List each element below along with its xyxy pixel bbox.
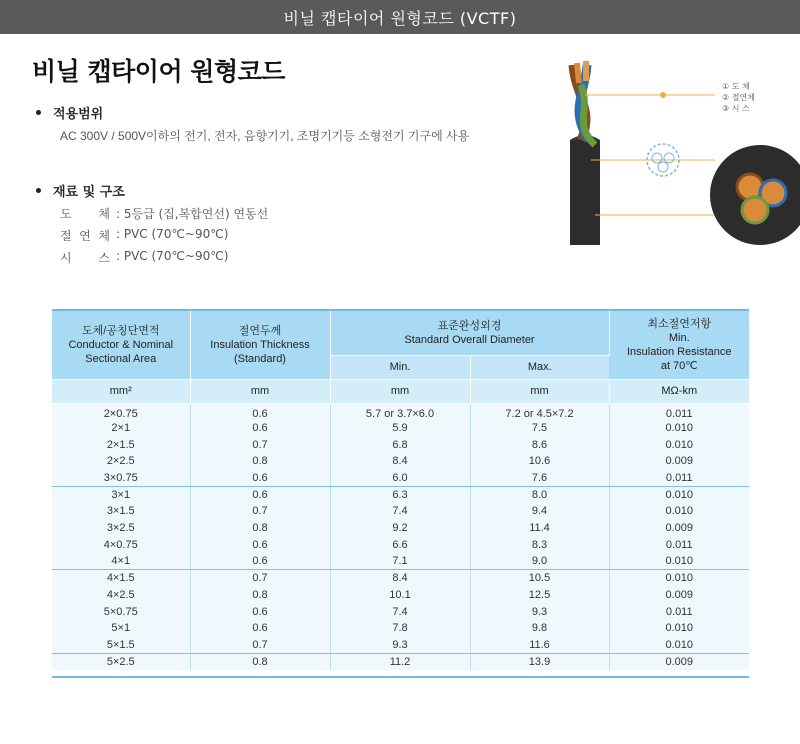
legend-conductor: ① 도 체 (722, 82, 750, 91)
table-cell: 9.2 (330, 520, 470, 537)
material-label (60, 205, 110, 222)
table-row (52, 470, 749, 487)
table-cell: 6.6 (330, 537, 470, 554)
material-label-char: 절 (60, 229, 72, 243)
table-cell: 2×0.75 (52, 403, 190, 420)
table-cell: 0.7 (190, 503, 330, 520)
table-cell: 0.011 (665, 407, 693, 420)
material-label-char: 체 (98, 229, 110, 243)
material-label-char: 체 (98, 207, 110, 221)
table-cell: 0.6 (190, 420, 330, 437)
table-cell: 10.6 (470, 453, 609, 470)
legend-sheath: ③ 시 스 (722, 104, 750, 113)
header-insulation (190, 311, 330, 379)
table-cell: 0.010 (665, 572, 694, 585)
table-cell: 7.6 (470, 470, 609, 487)
material-label-char: 스 (98, 251, 110, 265)
table-cell: 2×1 (52, 420, 190, 437)
table-cell: 11.6 (470, 637, 609, 654)
table-cell: 0.8 (190, 653, 330, 670)
table-cell: 0.6 (190, 620, 330, 637)
table-cell: 0.6 (190, 553, 330, 570)
table-cell: 9.8 (470, 620, 609, 637)
application-text: AC 300V / 500V이하의 전기, 전자, 음향기기, 조명기기등 소형전기 기구에 사용 (60, 129, 470, 143)
table-cell: 0.6 (190, 403, 330, 420)
bullet-icon (36, 110, 41, 115)
table-cell: 3×0.75 (52, 470, 190, 487)
material-label (60, 227, 110, 244)
table-bottom-border (52, 676, 749, 678)
table-row (52, 553, 749, 570)
table-cell: 5×1.5 (52, 637, 190, 654)
header-bar (0, 0, 800, 34)
table-cell: 9.0 (470, 553, 609, 570)
table-row (52, 520, 749, 537)
table-cell: 0.6 (190, 486, 330, 503)
bullet-icon (36, 188, 41, 193)
table-cell: 6.3 (330, 486, 470, 503)
header-resistance (609, 311, 749, 379)
table-cell: 5×2.5 (52, 653, 190, 670)
header-text: Min. (668, 331, 690, 344)
header-conductor (52, 311, 190, 379)
table-cell: 4×1.5 (52, 570, 190, 587)
header-text: 최소절연저항 (647, 317, 712, 330)
table-cell: 0.010 (665, 422, 694, 435)
header-text: Sectional Area (85, 352, 157, 365)
table-cell: 7.1 (330, 553, 470, 570)
material-row-conductor (60, 205, 268, 222)
table-row (52, 637, 749, 654)
table-cell: 0.010 (665, 438, 694, 451)
table-cell: 0.8 (190, 520, 330, 537)
table-cell: 9.4 (470, 503, 609, 520)
header-text: (Standard) (234, 352, 286, 365)
page-title: 비닐 캡타이어 원형코드 (32, 57, 285, 86)
unit-cell: mm (330, 379, 470, 403)
material-row-sheath (60, 249, 228, 266)
table-row (52, 503, 749, 520)
cable-sheath (570, 140, 600, 245)
table-cell: 4×0.75 (52, 537, 190, 554)
table-cell: 4×2.5 (52, 587, 190, 604)
table-cell: 8.0 (470, 486, 609, 503)
material-value: : PVC (70℃~90℃) (116, 249, 229, 263)
material-heading-text: 재료 및 구조 (53, 185, 125, 200)
spec-table (52, 311, 749, 670)
table-body (52, 403, 749, 670)
table-row (52, 620, 749, 637)
table-cell: 0.7 (190, 570, 330, 587)
table-units-row (52, 379, 749, 403)
table-cell: 0.009 (665, 522, 694, 535)
material-row-insulation (60, 227, 228, 244)
table-cell: 0.009 (665, 455, 694, 468)
table-row (52, 420, 749, 437)
material-value: : PVC (70℃~90℃) (116, 227, 229, 241)
material-label-char: 연 (79, 229, 91, 243)
table-row (52, 537, 749, 554)
header-text: at 70℃ (660, 359, 698, 372)
table-cell: 13.9 (470, 653, 609, 670)
header-text: Insulation Thickness (210, 338, 310, 351)
table-cell: 0.010 (665, 505, 694, 518)
unit-cell: mm (190, 379, 330, 403)
table-cell: 0.010 (665, 622, 694, 635)
header-text: Standard Overall Diameter (404, 333, 535, 346)
table-cell: 11.4 (470, 520, 609, 537)
table-cell: 8.6 (470, 436, 609, 453)
application-heading-text: 적용범위 (53, 107, 104, 122)
table-row (52, 436, 749, 453)
table-cell: 7.2 or 4.5×7.2 (470, 403, 609, 420)
table-cell: 3×1 (52, 486, 190, 503)
table-cell: 2×1.5 (52, 436, 190, 453)
material-label-char: 시 (60, 251, 72, 265)
table-cell: 0.6 (190, 603, 330, 620)
table-cell: 0.009 (665, 588, 694, 601)
table-cell: 0.011 (665, 605, 693, 618)
material-value: : 5등급 (집,복합연선) 연동선 (116, 207, 269, 221)
table-cell: 0.010 (609, 637, 749, 654)
table-cell: 2×2.5 (52, 453, 190, 470)
unit-cell: mm (470, 379, 609, 403)
legend-insulation: ② 절연체 (722, 93, 755, 102)
header-min: Min. (330, 355, 470, 379)
table-cell: 0.7 (190, 637, 330, 654)
header-text: Conductor & Nominal (68, 338, 174, 351)
table-cell: 9.3 (470, 603, 609, 620)
table-cell: 0.009 (665, 655, 694, 668)
cable-illustration (555, 55, 800, 245)
table-cell: 0.011 (609, 470, 749, 487)
header-diameter (330, 311, 609, 355)
table-row (52, 587, 749, 604)
header-max: Max. (470, 355, 609, 379)
table-row (52, 403, 749, 420)
table-cell: 3×1.5 (52, 503, 190, 520)
table-cell: 10.1 (330, 587, 470, 604)
table-cell: 0.8 (190, 587, 330, 604)
table-cell: 0.010 (609, 553, 749, 570)
unit-cell: MΩ-km (609, 379, 749, 403)
header-text: 도체/공칭단면적 (82, 324, 160, 337)
table-cell: 0.010 (665, 489, 694, 502)
table-cell: 7.8 (330, 620, 470, 637)
table-cell: 4×1 (52, 553, 190, 570)
header-text: 절연두께 (238, 324, 282, 337)
table-cell: 11.2 (330, 653, 470, 670)
table-cell: 5×1 (52, 620, 190, 637)
material-label (60, 249, 110, 266)
table-cell: 6.0 (330, 470, 470, 487)
table-cell: 8.4 (330, 453, 470, 470)
header-bar-title: 비닐 캡타이어 원형코드 (VCTF) (283, 8, 517, 28)
table-row (52, 603, 749, 620)
unit-cell: mm² (52, 379, 190, 403)
table-cell: 3×2.5 (52, 520, 190, 537)
table-cell: 0.011 (665, 538, 693, 551)
table-cell: 8.3 (470, 537, 609, 554)
material-label-char: 도 (60, 207, 72, 221)
table-cell: 0.6 (190, 537, 330, 554)
table-cell: 8.4 (330, 570, 470, 587)
table-header-row (52, 311, 749, 355)
material-heading (36, 181, 125, 200)
table-cell: 12.5 (470, 587, 609, 604)
table-cell: 10.5 (470, 570, 609, 587)
table-row (52, 453, 749, 470)
table-row (52, 570, 749, 587)
table-cell: 0.6 (190, 470, 330, 487)
header-text: 표준완성외경 (437, 319, 502, 332)
table-cell: 7.4 (330, 603, 470, 620)
table-cell: 5.7 or 3.7×6.0 (330, 403, 470, 420)
application-heading (36, 103, 103, 122)
table-cell: 0.8 (190, 453, 330, 470)
table-cell: 5.9 (330, 420, 470, 437)
table-row (52, 653, 749, 670)
table-cell: 9.3 (330, 637, 470, 654)
table-cell: 6.8 (330, 436, 470, 453)
table-cell: 0.7 (190, 436, 330, 453)
table-cell: 7.4 (330, 503, 470, 520)
table-row (52, 486, 749, 503)
table-cell: 5×0.75 (52, 603, 190, 620)
table-cell: 7.5 (470, 420, 609, 437)
header-text: Insulation Resistance (626, 345, 732, 358)
